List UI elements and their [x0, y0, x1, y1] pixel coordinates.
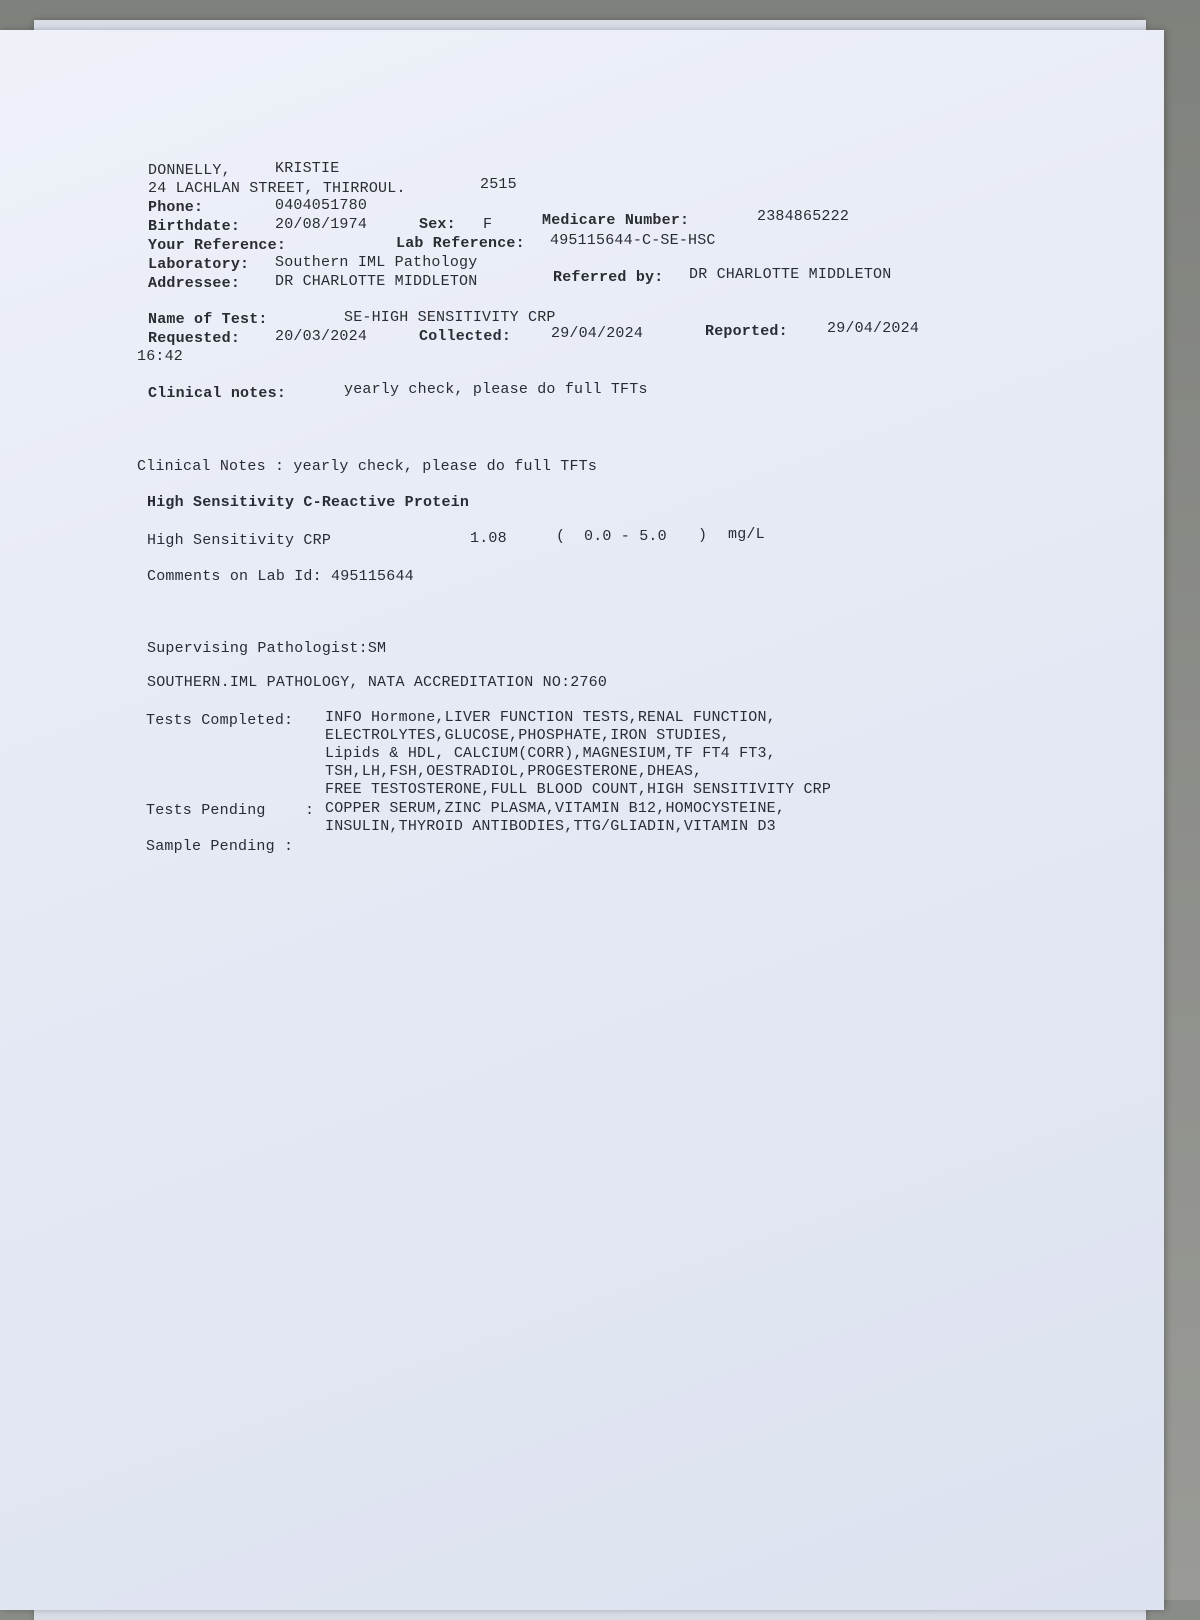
- tests-completed-line: TSH,LH,FSH,OESTRADIOL,PROGESTERONE,DHEAS,: [325, 763, 703, 780]
- result-value: 1.08: [470, 530, 507, 547]
- nata-accreditation: SOUTHERN.IML PATHOLOGY, NATA ACCREDITATION NO:2760: [147, 674, 608, 691]
- phone-label: Phone:: [148, 199, 204, 216]
- range-close: ): [698, 527, 708, 544]
- tests-pending-label: Tests Pending: [146, 802, 266, 819]
- tests-completed-label: Tests Completed:: [146, 712, 294, 729]
- clinical-notes-text: yearly check, please do full TFTs: [344, 381, 648, 398]
- sample-pending-label: Sample Pending :: [146, 838, 294, 855]
- addressee-label: Addressee:: [148, 275, 241, 292]
- lab-id-comments: Comments on Lab Id: 495115644: [147, 568, 414, 585]
- sex-label: Sex:: [419, 216, 456, 233]
- referred-by-label: Referred by:: [553, 269, 664, 286]
- tests-completed-line: FREE TESTOSTERONE,FULL BLOOD COUNT,HIGH SENSITIVITY CRP: [325, 781, 832, 798]
- birthdate-label: Birthdate:: [148, 218, 241, 235]
- patient-given-name: KRISTIE: [275, 160, 340, 177]
- addressee-value: DR CHARLOTTE MIDDLETON: [275, 273, 478, 290]
- reported-label: Reported:: [705, 323, 788, 340]
- tests-pending-colon: :: [305, 802, 315, 819]
- requested-label: Requested:: [148, 330, 241, 347]
- supervising-pathologist: Supervising Pathologist:SM: [147, 640, 387, 657]
- birthdate-value: 20/08/1974: [275, 216, 368, 233]
- reference-range: 0.0 - 5.0: [584, 528, 667, 545]
- tests-completed-line: ELECTROLYTES,GLUCOSE,PHOSPHATE,IRON STUDIES,: [325, 727, 730, 744]
- patient-surname: DONNELLY,: [148, 162, 231, 179]
- lab-reference-label: Lab Reference:: [396, 235, 525, 252]
- your-reference-label: Your Reference:: [148, 237, 287, 254]
- clinical-notes-line: Clinical Notes : yearly check, please do full TFTs: [137, 458, 598, 475]
- result-test-name: High Sensitivity CRP: [147, 532, 332, 549]
- result-unit: mg/L: [728, 526, 765, 543]
- tests-completed-line: INFO Hormone,LIVER FUNCTION TESTS,RENAL FUNCTION,: [325, 709, 776, 726]
- collected-label: Collected:: [419, 328, 512, 345]
- referred-by-value: DR CHARLOTTE MIDDLETON: [689, 266, 892, 283]
- collected-value: 29/04/2024: [551, 325, 644, 342]
- sex-value: F: [483, 216, 493, 233]
- phone-value: 0404051780: [275, 197, 368, 214]
- reported-value: 29/04/2024: [827, 320, 920, 337]
- requested-value: 20/03/2024: [275, 328, 368, 345]
- laboratory-value: Southern IML Pathology: [275, 254, 478, 271]
- test-name-label: Name of Test:: [148, 311, 268, 328]
- test-name-value: SE-HIGH SENSITIVITY CRP: [344, 309, 556, 326]
- result-heading: High Sensitivity C-Reactive Protein: [147, 494, 470, 511]
- medicare-label: Medicare Number:: [542, 212, 690, 229]
- tests-pending-line: COPPER SERUM,ZINC PLASMA,VITAMIN B12,HOMOCYSTEINE,: [325, 800, 786, 817]
- medicare-value: 2384865222: [757, 208, 850, 225]
- tests-completed-line: Lipids & HDL, CALCIUM(CORR),MAGNESIUM,TF FT4 FT3,: [325, 745, 776, 762]
- tests-pending-line: INSULIN,THYROID ANTIBODIES,TTG/GLIADIN,VITAMIN D3: [325, 818, 776, 835]
- range-open: (: [556, 528, 566, 545]
- patient-address: 24 LACHLAN STREET, THIRROUL.: [148, 180, 406, 197]
- patient-postcode: 2515: [480, 176, 517, 193]
- lab-reference-value: 495115644-C-SE-HSC: [550, 232, 716, 249]
- report-page: [0, 30, 1164, 1610]
- report-time: 16:42: [137, 348, 184, 365]
- laboratory-label: Laboratory:: [148, 256, 250, 273]
- clinical-notes-label: Clinical notes:: [148, 385, 287, 402]
